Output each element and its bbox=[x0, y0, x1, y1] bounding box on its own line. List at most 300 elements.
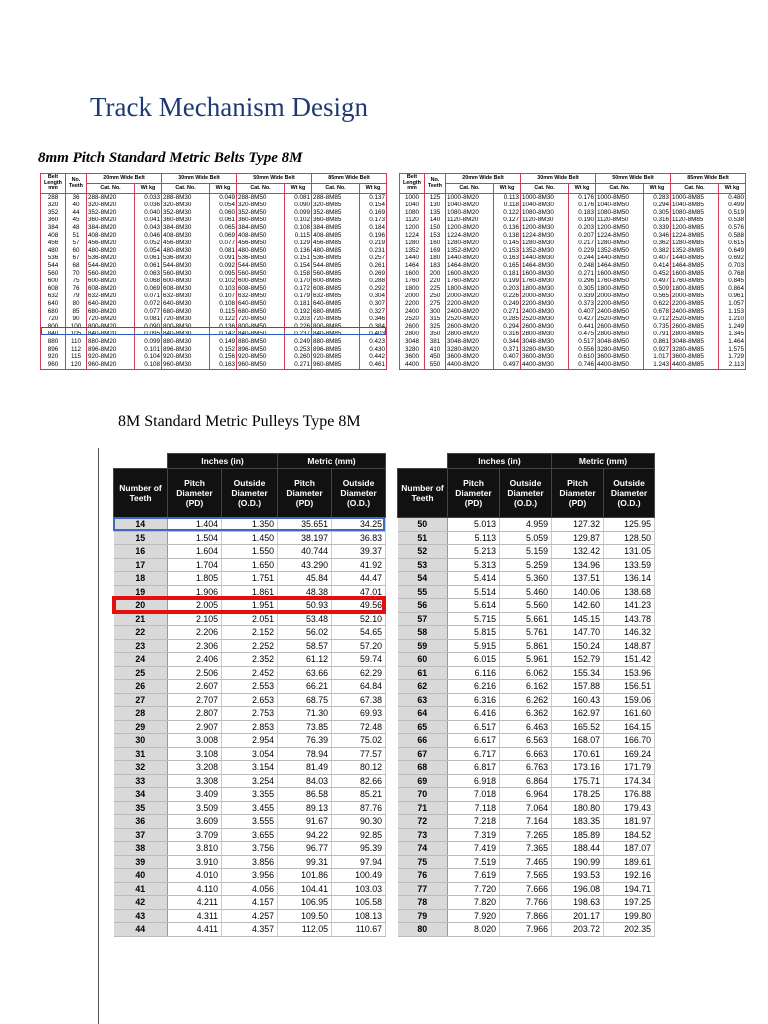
belt-weight: 2.113 bbox=[719, 361, 746, 369]
belt-weight: 0.271 bbox=[569, 270, 596, 278]
pd-mm: 190.99 bbox=[552, 855, 604, 869]
teeth-count: 25 bbox=[114, 666, 168, 680]
belt-weight: 0.170 bbox=[285, 278, 312, 286]
belt-teeth: 450 bbox=[425, 353, 446, 361]
belt-weight: 1.249 bbox=[719, 323, 746, 331]
pd-inches: 7.218 bbox=[448, 815, 500, 829]
od-mm: 105.58 bbox=[332, 896, 386, 910]
belt-weight: 0.509 bbox=[644, 285, 671, 293]
belt-weight: 0.203 bbox=[569, 224, 596, 232]
belt-cat-no: 1080-8M85 bbox=[671, 209, 719, 217]
pd-inches: 3.810 bbox=[168, 842, 222, 856]
pulley-row bbox=[398, 612, 655, 626]
belt-weight: 0.403 bbox=[360, 331, 387, 339]
belt-cat-no: 408-8M50 bbox=[237, 232, 285, 240]
belt-cat-no: 1080-8M20 bbox=[446, 209, 494, 217]
belt-cat-no: 1080-8M50 bbox=[596, 209, 644, 217]
belt-weight: 0.219 bbox=[360, 240, 387, 248]
belt-weight: 0.136 bbox=[285, 247, 312, 255]
pd-inches: 1.504 bbox=[168, 531, 222, 545]
belt-length: 544 bbox=[41, 262, 66, 270]
teeth-count: 58 bbox=[398, 626, 448, 640]
teeth-count: 43 bbox=[114, 909, 168, 923]
pd-mm: 101.86 bbox=[278, 869, 332, 883]
belt-cat-no: 2520-8M20 bbox=[446, 316, 494, 324]
pd-inches: 2.506 bbox=[168, 666, 222, 680]
od-inches: 2.853 bbox=[222, 720, 278, 734]
belt-teeth: 85 bbox=[66, 308, 87, 316]
belt-length: 1200 bbox=[400, 224, 425, 232]
belt-cat-no: 2520-8M50 bbox=[596, 316, 644, 324]
belt-teeth: 76 bbox=[66, 285, 87, 293]
pd-mm: 38.197 bbox=[278, 531, 332, 545]
cat-no-header: Cat. No. bbox=[446, 184, 494, 194]
od-mm: 110.67 bbox=[332, 923, 386, 937]
belt-cat-no: 352-8M85 bbox=[312, 209, 360, 217]
teeth-count: 55 bbox=[398, 585, 448, 599]
belt-cat-no: 3280-8M20 bbox=[446, 346, 494, 354]
od-inches: 5.360 bbox=[500, 572, 552, 586]
od-inches: 5.761 bbox=[500, 626, 552, 640]
pd-mm: 84.03 bbox=[278, 774, 332, 788]
belt-weight: 0.077 bbox=[210, 240, 237, 248]
pd-inches: 4.211 bbox=[168, 896, 222, 910]
belt-cat-no: 640-8M20 bbox=[87, 300, 135, 308]
pd-mm: 165.52 bbox=[552, 720, 604, 734]
belt-cat-no: 1352-8M85 bbox=[671, 247, 719, 255]
teeth-count: 28 bbox=[114, 707, 168, 721]
belt-weight: 0.184 bbox=[360, 224, 387, 232]
od-mm: 187.07 bbox=[604, 842, 655, 856]
belt-teeth: 275 bbox=[425, 300, 446, 308]
belt-row bbox=[400, 331, 746, 339]
pulley-row bbox=[114, 869, 386, 883]
od-inches: 3.555 bbox=[222, 815, 278, 829]
belt-cat-no: 536-8M30 bbox=[162, 255, 210, 263]
belt-weight: 0.556 bbox=[569, 346, 596, 354]
teeth-count: 32 bbox=[114, 761, 168, 775]
belt-weight: 0.344 bbox=[494, 338, 521, 346]
od-inches: 5.661 bbox=[500, 612, 552, 626]
belt-cat-no: 720-8M85 bbox=[312, 316, 360, 324]
belt-weight: 0.226 bbox=[285, 323, 312, 331]
belt-length: 4400 bbox=[400, 361, 425, 369]
belt-row bbox=[41, 361, 387, 369]
belt-teeth: 57 bbox=[66, 240, 87, 248]
belt-cat-no: 2600-8M85 bbox=[671, 323, 719, 331]
belt-length: 480 bbox=[41, 247, 66, 255]
belt-cat-no: 544-8M85 bbox=[312, 262, 360, 270]
belt-row bbox=[400, 209, 746, 217]
belt-length: 632 bbox=[41, 293, 66, 301]
pd-mm: 53.48 bbox=[278, 612, 332, 626]
belt-weight: 0.203 bbox=[285, 316, 312, 324]
belt-cat-no: 3600-8M20 bbox=[446, 353, 494, 361]
belt-teeth: 550 bbox=[425, 361, 446, 369]
belt-cat-no: 544-8M50 bbox=[237, 262, 285, 270]
belt-weight: 0.622 bbox=[644, 300, 671, 308]
pulley-row bbox=[114, 909, 386, 923]
od-mm: 148.87 bbox=[604, 639, 655, 653]
belt-cat-no: 800-8M20 bbox=[87, 323, 135, 331]
od-inches: 3.154 bbox=[222, 761, 278, 775]
belt-row bbox=[400, 300, 746, 308]
belt-teeth: 153 bbox=[425, 232, 446, 240]
od-inches: 1.861 bbox=[222, 585, 278, 599]
pulley-row bbox=[114, 653, 386, 667]
belt-weight: 0.307 bbox=[360, 300, 387, 308]
belt-cat-no: 920-8M20 bbox=[87, 353, 135, 361]
belt-teeth: 48 bbox=[66, 224, 87, 232]
belt-cat-no: 1120-8M20 bbox=[446, 217, 494, 225]
belt-weight: 0.040 bbox=[135, 209, 162, 217]
pulley-row bbox=[398, 666, 655, 680]
belt-cat-no: 2800-8M20 bbox=[446, 331, 494, 339]
belt-weight: 0.104 bbox=[135, 353, 162, 361]
pd-inches: 4.110 bbox=[168, 882, 222, 896]
belt-weight: 0.163 bbox=[494, 255, 521, 263]
belt-weight: 0.102 bbox=[285, 217, 312, 225]
belt-weight: 0.077 bbox=[135, 308, 162, 316]
teeth-count: 26 bbox=[114, 680, 168, 694]
belt-teeth: 90 bbox=[66, 316, 87, 324]
belt-weight: 0.746 bbox=[569, 361, 596, 369]
belt-length: 408 bbox=[41, 232, 66, 240]
belt-weight: 0.407 bbox=[569, 308, 596, 316]
pulley-row bbox=[114, 666, 386, 680]
pd-mm: 94.22 bbox=[278, 828, 332, 842]
pd-mm: 134.96 bbox=[552, 558, 604, 572]
pd-mm: 140.06 bbox=[552, 585, 604, 599]
teeth-count: 60 bbox=[398, 653, 448, 667]
belt-cat-no: 1200-8M30 bbox=[521, 224, 569, 232]
pd-mm: 175.71 bbox=[552, 774, 604, 788]
belt-group-header: 50mm Wide Belt bbox=[237, 174, 312, 184]
od-inches: 7.265 bbox=[500, 828, 552, 842]
pd-inches: 1.704 bbox=[168, 558, 222, 572]
belt-cat-no: 288-8M30 bbox=[162, 194, 210, 202]
teeth-count: 54 bbox=[398, 572, 448, 586]
od-mm: 39.37 bbox=[332, 545, 386, 559]
belt-cat-no: 600-8M50 bbox=[237, 278, 285, 286]
belt-row bbox=[400, 262, 746, 270]
belt-weight: 0.095 bbox=[210, 270, 237, 278]
pd-mm: 196.08 bbox=[552, 882, 604, 896]
belt-weight: 0.054 bbox=[135, 247, 162, 255]
pulley-row bbox=[398, 518, 655, 532]
belt-weight: 0.257 bbox=[360, 255, 387, 263]
pulley-row bbox=[114, 882, 386, 896]
pulley-section-title: 8M Standard Metric Pulleys Type 8M bbox=[118, 413, 361, 430]
teeth-count: 69 bbox=[398, 774, 448, 788]
belt-weight: 0.517 bbox=[569, 338, 596, 346]
od-inches: 6.062 bbox=[500, 666, 552, 680]
teeth-count: 21 bbox=[114, 612, 168, 626]
teeth-header: Number of Teeth bbox=[398, 469, 448, 518]
belt-cat-no: 320-8M50 bbox=[237, 202, 285, 210]
od-inches: 2.653 bbox=[222, 693, 278, 707]
belt-teeth: 112 bbox=[66, 346, 87, 354]
teeth-count: 15 bbox=[114, 531, 168, 545]
belt-cat-no: 4400-8M85 bbox=[671, 361, 719, 369]
belt-weight: 0.845 bbox=[719, 278, 746, 286]
belt-cat-no: 560-8M20 bbox=[87, 270, 135, 278]
pd-inches: 5.915 bbox=[448, 639, 500, 653]
belt-cat-no: 720-8M50 bbox=[237, 316, 285, 324]
od-mm: 75.02 bbox=[332, 734, 386, 748]
od-inches: 2.352 bbox=[222, 653, 278, 667]
belt-table-left bbox=[40, 173, 387, 370]
od-mm: 169.24 bbox=[604, 747, 655, 761]
pulley-row bbox=[114, 720, 386, 734]
belt-cat-no: 2600-8M50 bbox=[596, 323, 644, 331]
teeth-count: 42 bbox=[114, 896, 168, 910]
belt-row bbox=[400, 316, 746, 324]
od-inches: 3.355 bbox=[222, 788, 278, 802]
belt-row bbox=[41, 278, 387, 286]
belt-row bbox=[41, 270, 387, 278]
pulley-row bbox=[398, 720, 655, 734]
pd-mm: 35.651 bbox=[278, 518, 332, 532]
od-mm: 166.70 bbox=[604, 734, 655, 748]
page-title: Track Mechanism Design bbox=[90, 92, 368, 122]
teeth-count: 44 bbox=[114, 923, 168, 937]
pd-inches: 5.514 bbox=[448, 585, 500, 599]
pd-inches: 3.308 bbox=[168, 774, 222, 788]
belt-cat-no: 600-8M85 bbox=[312, 278, 360, 286]
od-mm: 85.21 bbox=[332, 788, 386, 802]
pd-inches: 2.306 bbox=[168, 639, 222, 653]
belt-cat-no: 1760-8M20 bbox=[446, 278, 494, 286]
belt-teeth: 115 bbox=[66, 353, 87, 361]
pd-mm: 106.95 bbox=[278, 896, 332, 910]
belt-cat-no: 1440-8M50 bbox=[596, 255, 644, 263]
belt-weight: 0.269 bbox=[360, 270, 387, 278]
belt-teeth: 225 bbox=[425, 285, 446, 293]
teeth-count: 35 bbox=[114, 801, 168, 815]
cat-no-header: Cat. No. bbox=[162, 184, 210, 194]
belt-cat-no: 384-8M50 bbox=[237, 224, 285, 232]
belt-weight: 0.099 bbox=[285, 209, 312, 217]
belt-row bbox=[41, 353, 387, 361]
wt-header: Wt kg bbox=[285, 184, 312, 194]
pulley-row bbox=[114, 801, 386, 815]
inches-header: Inches (in) bbox=[448, 454, 552, 469]
belt-cat-no: 1224-8M30 bbox=[521, 232, 569, 240]
od-mm: 133.59 bbox=[604, 558, 655, 572]
belt-length: 1280 bbox=[400, 240, 425, 248]
od-inches: 2.252 bbox=[222, 639, 278, 653]
belt-row bbox=[400, 232, 746, 240]
belt-length: 880 bbox=[41, 338, 66, 346]
teeth-count: 18 bbox=[114, 572, 168, 586]
pd-inches: 6.116 bbox=[448, 666, 500, 680]
belt-cat-no: 960-8M85 bbox=[312, 361, 360, 369]
od-inches: 6.162 bbox=[500, 680, 552, 694]
belt-cat-no: 880-8M30 bbox=[162, 338, 210, 346]
pd-inches: 7.720 bbox=[448, 882, 500, 896]
belt-table-body bbox=[400, 194, 746, 370]
pd-inches: 6.817 bbox=[448, 761, 500, 775]
belt-weight: 0.173 bbox=[360, 217, 387, 225]
belt-weight: 0.043 bbox=[135, 224, 162, 232]
pulley-row bbox=[398, 896, 655, 910]
od-mm: 80.12 bbox=[332, 761, 386, 775]
belt-cat-no: 880-8M20 bbox=[87, 338, 135, 346]
teeth-count: 51 bbox=[398, 531, 448, 545]
belt-cat-no: 896-8M20 bbox=[87, 346, 135, 354]
pd-mm: 162.97 bbox=[552, 707, 604, 721]
od-inches: 6.463 bbox=[500, 720, 552, 734]
belt-cat-no: 320-8M20 bbox=[87, 202, 135, 210]
belt-cat-no: 2200-8M50 bbox=[596, 300, 644, 308]
belt-cat-no: 408-8M30 bbox=[162, 232, 210, 240]
belt-weight: 0.081 bbox=[285, 194, 312, 202]
pd-inches: 2.005 bbox=[168, 599, 222, 613]
belt-length-header: Belt Length mm bbox=[41, 174, 66, 194]
belt-weight: 0.081 bbox=[135, 316, 162, 324]
belt-length: 1464 bbox=[400, 262, 425, 270]
od-mm: 138.68 bbox=[604, 585, 655, 599]
od-inches: 2.753 bbox=[222, 707, 278, 721]
pulley-row bbox=[398, 815, 655, 829]
belt-teeth: 140 bbox=[425, 217, 446, 225]
od-inches: 3.655 bbox=[222, 828, 278, 842]
belt-weight: 0.576 bbox=[719, 224, 746, 232]
pd-mm: 137.51 bbox=[552, 572, 604, 586]
pd-mm: 76.39 bbox=[278, 734, 332, 748]
belt-weight: 0.927 bbox=[644, 346, 671, 354]
belt-length: 896 bbox=[41, 346, 66, 354]
belt-weight: 0.294 bbox=[494, 323, 521, 331]
pd-mm: 56.02 bbox=[278, 626, 332, 640]
belt-weight: 0.452 bbox=[644, 270, 671, 278]
belt-cat-no: 608-8M50 bbox=[237, 285, 285, 293]
belt-table-body bbox=[41, 194, 387, 370]
teeth-count: 64 bbox=[398, 707, 448, 721]
pd-inches: 4.010 bbox=[168, 869, 222, 883]
belt-length: 3048 bbox=[400, 338, 425, 346]
belt-weight: 0.519 bbox=[719, 209, 746, 217]
belt-length: 920 bbox=[41, 353, 66, 361]
belt-length: 640 bbox=[41, 300, 66, 308]
belt-weight: 0.475 bbox=[569, 331, 596, 339]
belt-cat-no: 680-8M85 bbox=[312, 308, 360, 316]
belt-weight: 1.243 bbox=[644, 361, 671, 369]
belt-cat-no: 960-8M30 bbox=[162, 361, 210, 369]
od-header: Outside Diameter (O.D.) bbox=[332, 469, 386, 518]
belt-cat-no: 456-8M30 bbox=[162, 240, 210, 248]
teeth-count: 33 bbox=[114, 774, 168, 788]
belt-cat-no: 1000-8M30 bbox=[521, 194, 569, 202]
od-mm: 67.38 bbox=[332, 693, 386, 707]
belt-cat-no: 456-8M85 bbox=[312, 240, 360, 248]
belt-cat-no: 960-8M20 bbox=[87, 361, 135, 369]
pd-mm: 127.32 bbox=[552, 518, 604, 532]
pd-inches: 6.015 bbox=[448, 653, 500, 667]
teeth-header: Number of Teeth bbox=[114, 469, 168, 518]
belt-weight: 0.346 bbox=[360, 316, 387, 324]
pd-mm: 40.744 bbox=[278, 545, 332, 559]
teeth-count: 62 bbox=[398, 680, 448, 694]
belt-weight: 0.423 bbox=[360, 338, 387, 346]
belt-cat-no: 3280-8M50 bbox=[596, 346, 644, 354]
od-inches: 5.460 bbox=[500, 585, 552, 599]
pulley-row bbox=[114, 774, 386, 788]
od-mm: 156.51 bbox=[604, 680, 655, 694]
pd-mm: 203.72 bbox=[552, 923, 604, 937]
belt-length: 2800 bbox=[400, 331, 425, 339]
belt-cat-no: 600-8M30 bbox=[162, 278, 210, 286]
pulley-row bbox=[114, 639, 386, 653]
belt-weight: 0.249 bbox=[285, 338, 312, 346]
belt-weight: 0.192 bbox=[285, 308, 312, 316]
pd-mm: 157.88 bbox=[552, 680, 604, 694]
belt-weight: 0.427 bbox=[569, 316, 596, 324]
belt-length: 384 bbox=[41, 224, 66, 232]
pd-mm: 129.87 bbox=[552, 531, 604, 545]
belt-weight: 0.382 bbox=[644, 247, 671, 255]
belt-cat-no: 1800-8M50 bbox=[596, 285, 644, 293]
belt-group-header: 85mm Wide Belt bbox=[671, 174, 746, 184]
belt-cat-no: 1040-8M20 bbox=[446, 202, 494, 210]
cat-no-header: Cat. No. bbox=[596, 184, 644, 194]
belt-cat-no: 2520-8M30 bbox=[521, 316, 569, 324]
belt-cat-no: 320-8M85 bbox=[312, 202, 360, 210]
belt-cat-no: 536-8M50 bbox=[237, 255, 285, 263]
teeth-count: 30 bbox=[114, 734, 168, 748]
belt-weight: 0.285 bbox=[494, 316, 521, 324]
belt-cat-no: 2800-8M30 bbox=[521, 331, 569, 339]
pd-mm: 91.67 bbox=[278, 815, 332, 829]
pulley-row bbox=[398, 531, 655, 545]
belt-length: 320 bbox=[41, 202, 66, 210]
belt-teeth: 300 bbox=[425, 308, 446, 316]
belt-length: 1600 bbox=[400, 270, 425, 278]
belt-cat-no: 408-8M20 bbox=[87, 232, 135, 240]
pulley-row bbox=[114, 626, 386, 640]
belt-weight: 0.296 bbox=[569, 278, 596, 286]
belt-cat-no: 3280-8M85 bbox=[671, 346, 719, 354]
pd-inches: 7.820 bbox=[448, 896, 500, 910]
belt-weight: 0.103 bbox=[210, 285, 237, 293]
belt-row bbox=[41, 316, 387, 324]
belt-weight: 0.108 bbox=[285, 224, 312, 232]
belt-length: 2600 bbox=[400, 323, 425, 331]
pd-inches: 6.717 bbox=[448, 747, 500, 761]
pulley-row bbox=[398, 707, 655, 721]
pulley-row bbox=[114, 896, 386, 910]
belt-row bbox=[400, 224, 746, 232]
pulley-row bbox=[114, 531, 386, 545]
pd-mm: 170.61 bbox=[552, 747, 604, 761]
belt-cat-no: 1464-8M85 bbox=[671, 262, 719, 270]
belt-cat-no: 800-8M30 bbox=[162, 323, 210, 331]
belt-cat-no: 1352-8M30 bbox=[521, 247, 569, 255]
belt-length: 560 bbox=[41, 270, 66, 278]
pd-inches: 2.707 bbox=[168, 693, 222, 707]
belt-cat-no: 2400-8M20 bbox=[446, 308, 494, 316]
belt-row bbox=[41, 209, 387, 217]
od-mm: 44.47 bbox=[332, 572, 386, 586]
od-inches: 4.357 bbox=[222, 923, 278, 937]
belt-length: 1040 bbox=[400, 202, 425, 210]
wt-header: Wt kg bbox=[360, 184, 387, 194]
teeth-count: 50 bbox=[398, 518, 448, 532]
belt-cat-no: 352-8M30 bbox=[162, 209, 210, 217]
belt-cat-no: 1280-8M20 bbox=[446, 240, 494, 248]
belt-cat-no: 2000-8M30 bbox=[521, 293, 569, 301]
